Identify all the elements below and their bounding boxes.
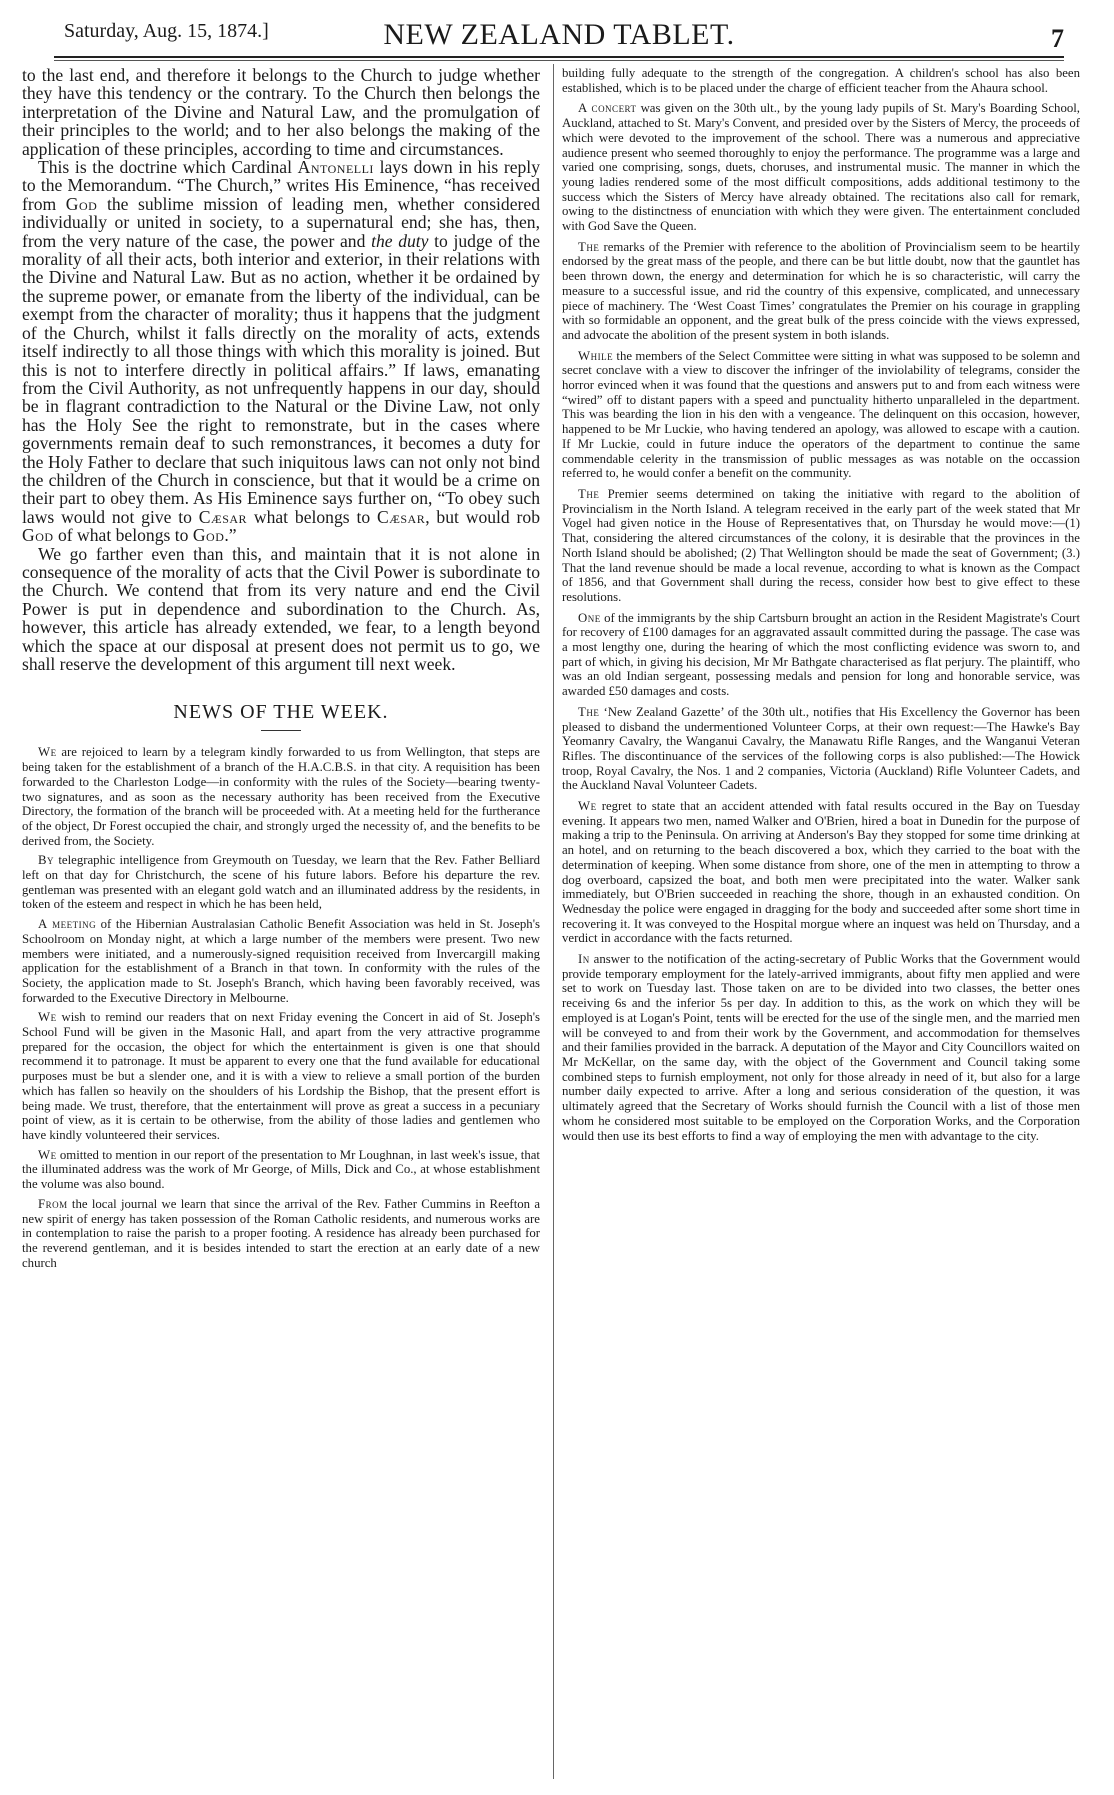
news-lead: A concert — [578, 101, 637, 116]
news-lead: The — [578, 486, 600, 501]
news-item — [22, 1197, 540, 1271]
news-items — [22, 745, 540, 1270]
article-paragraph: to the last end, and therefore it belongs to the Church to judge whether they have this tendency or the contrary. To the Church then belongs the interpretation of the Divine and Natural Law, and the promulgation of their principles to the world; and to her also belongs the making of the application of these principles, according to time and circumstances. — [22, 66, 540, 159]
news-text: omitted to mention in our report of the presentation to Mr Loughnan, in last week's issue, that the illuminated address was the work of Mr George, of Mills, Dick and Co., at whose establishment the volume was also bound. — [22, 1147, 540, 1192]
news-text: was given on the 30th ult., by the young lady pupils of St. Mary's Boarding School, Auckland, attached to St. Mary's Convent, and presided over by the Sisters of Mercy, the proceeds of which were devoted to the improvement of the school. There was a numerous and appreciative audience present who seemed thoroughly to enjoy the performance. The programme was a large and varied one comprising, songs, duets, choruses, and instrumental music. The manner in which the young ladies rendered some of the most difficult compositions, adds additional testimony to the success which the Sisters of Mercy have already obtained. The recitations also call for remark, owing to the distinctness of enunciation with which they were given. The entertainment concluded with God Save the Queen. — [562, 101, 1080, 234]
news-text: are rejoiced to learn by a telegram kindly forwarded to us from Wellington, that steps are being taken for the establishment of a branch of the H.A.C.B.S. in that city. A requisition has been forwarded to the Charleston Lodge—in conformity with the rules of the Society—bearing twenty-two signatures, and as soon as the necessary authority has been received from the Executive Directory, the formation of the branch will be proceeded with. At a meeting held for the furtherance of the object, Dr Forest occupied the chair, and strongly urged the necessity of, and the benefits to be derived from, the Society. — [22, 745, 540, 848]
column-divider — [553, 64, 554, 1779]
article-paragraph — [22, 158, 540, 545]
masthead — [54, 10, 1064, 56]
news-lead: By — [38, 853, 55, 868]
news-item — [562, 799, 1080, 946]
news-heading: NEWS OF THE WEEK. — [173, 701, 389, 724]
heading-rule — [261, 730, 301, 731]
right-column — [562, 66, 1080, 1781]
news-text: ‘New Zealand Gazette’ of the 30th ult., notifies that His Excellency the Governor has been pleased to disband the undermentioned Volunteer Corps, at their own request:—The Hawke's Bay Yeomanry Cavalry, the Wanganui Cavalry, the Manawatu Rifle Ranges, and the Wanganui Veteran Rifles. The discontinuance of the services of the following corps is also published:—The Howick troop, Royal Cavalry, the Nos. 1 and 2 companies, Victoria (Auckland) Rifle Volunteer Cadets, and the Auckland Naval Volunteer Cadets. — [562, 704, 1080, 793]
text-run: what belongs to — [253, 506, 371, 527]
news-text: of the immigrants by the ship Cartsburn brought an action in the Resident Magistrate's Court for recovery of £100 damages for an aggravated assault committed during the passage. The case was a most lengthy one, during the hearing of which the most conflicting evidence was sworn to, and part of which, in giving his decision, Mr Mr Bathgate characterised as flat perjury. The plaintiff, who was an old Indian sergeant, possessing medals and pension for long and honorable service, was awarded £50 damages and costs. — [562, 610, 1080, 699]
masthead-rule — [54, 56, 1064, 58]
news-text: of the Hibernian Australasian Catholic Benefit Association was held in St. Joseph's Schoolroom on Monday night, at which a large number of the members were present. Two new members were initiated, and a numerously-signed requisition received from Invercargill making application for the establishment of a Branch in that town. In conformity with the rules of the Society, the application made to St. Joseph's Branch, which having been favorably received, was forwarded to the Executive Directory in Melbourne. — [22, 917, 540, 1005]
small-caps-name: Cæsar — [376, 506, 426, 527]
news-item — [22, 745, 540, 848]
news-lead: We — [38, 1010, 57, 1025]
news-item — [562, 705, 1080, 793]
masthead-rule-thin — [54, 60, 1064, 61]
small-caps-name: Antonelli — [297, 157, 374, 178]
text-run: to judge of the morality of all their acts, both interior and exterior, in their relations with the Divine and Natural Law. But as no action, whether it be ordained by the supreme power, or emanate from the liberty of the individual, can be exempt from the character of morality; thus it happens that the judgment of the Church, whilst it falls directly on the morality of acts, extends itself indirectly to all those things with which this morality is joined. But this is not to interfere directly in political affairs.” If laws, emanating from the Civil Authority, as not unfrequently happens in our day, should be in flagrant contradiction to the Natural or the Divine Law, not only has the Holy See the right to remonstrate, but in the cases where governments remain deaf to such remonstrances, it becomes a duty for the Holy Father to declare that such iniquitous laws can not only not bind the children of the Church in conscience, but that it would be a crime on their part to obey them. As His Eminence says further on, “To obey such laws would not give to — [22, 230, 540, 527]
news-item — [562, 349, 1080, 481]
news-item — [22, 1010, 540, 1142]
small-caps-name: God — [192, 525, 225, 546]
news-item: building fully adequate to the strength of the congregation. A children's school has also been established, which is to be placed under the charge of efficient teacher from the Ahaura school. — [562, 66, 1080, 95]
newspaper-title: NEW ZEALAND TABLET. — [383, 18, 735, 51]
news-item — [562, 240, 1080, 343]
news-item — [562, 611, 1080, 699]
news-text: wish to remind our readers that on next Friday evening the Concert in aid of St. Joseph's School Fund will be given in the Masonic Hall, and apart from the very attractive programme prepared for the occasion, the object for which the entertainment is given is one that should recommend it to patronage. It must be apparent to every one that the fund available for educational purposes must be but a slender one, and it is with a view to relieve a small portion of the burden which has fallen so heavily on the shoulders of his Lordship the Bishop, that the present effort is being made. We trust, therefore, that the entertainment will prove as great a success in a pecuniary point of view, as it is certain to be otherwise, from the ability of those ladies and gentlemen who have kindly volunteered their services. — [22, 1010, 540, 1142]
news-item — [562, 952, 1080, 1143]
news-item — [562, 487, 1080, 605]
news-item — [22, 853, 540, 912]
news-text: telegraphic intelligence from Greymouth on Tuesday, we learn that the Rev. Father Belliard left on that day for Christchurch, the scene of his future labors. Before his departure the rev. gentleman was presented with an elegant gold watch and an illuminated address by the residents, in token of the esteem and respect in which he has been held, — [22, 853, 540, 912]
news-text: answer to the notification of the acting-secretary of Public Works that the Government would provide temporary employment for the lately-arrived immigrants, about fifty men applied and were set to work on Tuesday last. Those taken on are to be divided into two classes, the better ones receiving 6s and the inferior 5s per day. In addition to this, as the work on which they will be employed is at Logan's Point, tents will be erected for the use of the single men, and the married men will be conveyed to and from their work by the Government, and accommodation for themselves and their families provided in the barrack. A deputation of the Mayor and City Councillors waited on Mr McKellar, on the same day, with the object of the Government and Council taking some combined steps to furnish employment, not only for those already in need of it, but also for a large number daily expected to arrive. After a long and serious consideration of the question, it was ultimately agreed that the Secretary of Works should furnish the Council with a list of those men whom he considered most suitable to be employed on the Corporation Works, and the Corporation would then use its best efforts to find a way of employing the men with advantage to the city. — [562, 952, 1080, 1143]
left-column — [22, 66, 540, 1781]
news-lead: We — [38, 1147, 57, 1162]
news-lead: The — [578, 239, 600, 254]
news-text: the members of the Select Committee were sitting in what was supposed to be solemn and secret conclave with a view to discover the infringer of the inviolability of telegrams, consider the horror evinced when it was found that the questions and answers put to and from each witness were “wired” off to distant papers with a speed and punctuality hitherto unparalleled in the department. This was bearding the lion in his den with a vengeance. The delinquent on this occasion, however, happened to be Mr Luckie, who having tendered an apology, was allowed to escape with a caution. If Mr Luckie, could in future induce the operators of the department to continue the same commendable celerity in the transmission of public messages as was notable on the occassion referred to, he would confer a benefit on the community. — [562, 348, 1080, 481]
news-item — [22, 917, 540, 1005]
text-run: , but would rob — [425, 506, 540, 527]
small-caps-name: Cæsar — [198, 506, 248, 527]
text-run: of what belongs to — [57, 525, 189, 546]
leading-article — [22, 66, 540, 673]
italic-run: the duty — [371, 230, 429, 251]
news-lead: While — [578, 348, 614, 363]
news-item — [22, 1148, 540, 1192]
small-caps-name: God — [65, 193, 98, 214]
text-run: .” — [224, 525, 237, 546]
news-lead: From — [38, 1196, 68, 1211]
news-lead: We — [578, 799, 597, 814]
small-caps-name: God — [22, 525, 54, 546]
news-lead: We — [38, 745, 57, 760]
news-text: Premier seems determined on taking the initiative with regard to the abolition of Provincialism in the North Island. A telegram received in the early part of the week stated that Mr Vogel had given notice in the House of Representatives that, on Thursday he would move:—(1) That, considering the altered circumstances of the colony, it is desirable that the provinces in the North Island should be abolished; (2) That Wellington should be made the seat of Government; (3.) That the land revenue should be made a local revenue, according to what is known as the Compact of 1856, and that Government shall during the recess, consider how best to give effect to these resolutions. — [562, 486, 1080, 604]
article-paragraph: We go farther even than this, and maintain that it is not alone in consequence of the morality of acts that the Civil Power is subordinate to the Church. We contend that from its very nature and end the Civil Power is put in dependence and subordination to the Church. As, however, this article has already extended, we fear, to a length beyond which the space at our disposal at present does not permit us to go, we shall reserve the development of this argument till next week. — [22, 543, 540, 674]
news-text: remarks of the Premier with reference to the abolition of Provincialism seem to be heartily endorsed by the great mass of the people, and there can be but little doubt, now that the gauntlet has been thrown down, the energy and determination for which he is so characteristic, will carry the measure to a successful issue, and rid the country of this expensive, complicated, and unnecessary piece of machinery. The ‘West Coast Times’ congratulates the Premier on his courage in grappling with so formidable an opponent, and the great bulk of the press coincide with the views expressed, and advocate the abolition of the present system in both islands. — [562, 239, 1080, 342]
issue-date: Saturday, Aug. 15, 1874.] — [64, 20, 269, 42]
text-run: This is the doctrine which Cardinal — [38, 157, 292, 178]
news-lead: In — [578, 952, 590, 967]
page-number: 7 — [1051, 24, 1064, 53]
news-text: the local journal we learn that since the arrival of the Rev. Father Cummins in Reefton a new spirit of energy has taken possession of the Roman Catholic residents, and numerous works are in contemplation to raise the parish to a proper footing. A residence has already been purchased for the reverend gentleman, and it is besides intended to start the erection at an early date of a new church — [22, 1196, 540, 1270]
news-item — [562, 101, 1080, 233]
news-lead: The — [578, 704, 600, 719]
news-text: regret to state that an accident attended with fatal results occured in the Bay on Tuesday evening. It appears two men, named Walker and O'Brien, hired a boat in Dunedin for the purpose of making a trip to the Peninsula. On arriving at Anderson's Bay they stopped for some time drinking at an hotel, and on returning to the beach discovered a box, which they carried to the boat with the determination of keeping. When some distance from shore, one of the men in attempting to throw a dog overboard, capsized the boat, and both men were precipitated into the water. Walker sank immediately, but O'Brien succeeded in reaching the shore, though in an exhausted condition. On Wednesday the police were engaged in dragging for the body and succeeded after some short time in recovering it. It was conveyed to the Hospital morgue where an inquest was held on Thursday, and a verdict in accordance with the facts returned. — [562, 799, 1080, 946]
news-lead: A meeting — [38, 917, 97, 932]
news-lead: One — [578, 610, 601, 625]
text-run: lays down in his reply to the Memorandum. “The Church,” writes His Eminence, “has received from — [22, 157, 540, 214]
text-run: the sublime mission of leading men, whether considered individually or united in society, to a supernatural end; she has, then, from the very nature of the case, the power and — [22, 193, 540, 251]
